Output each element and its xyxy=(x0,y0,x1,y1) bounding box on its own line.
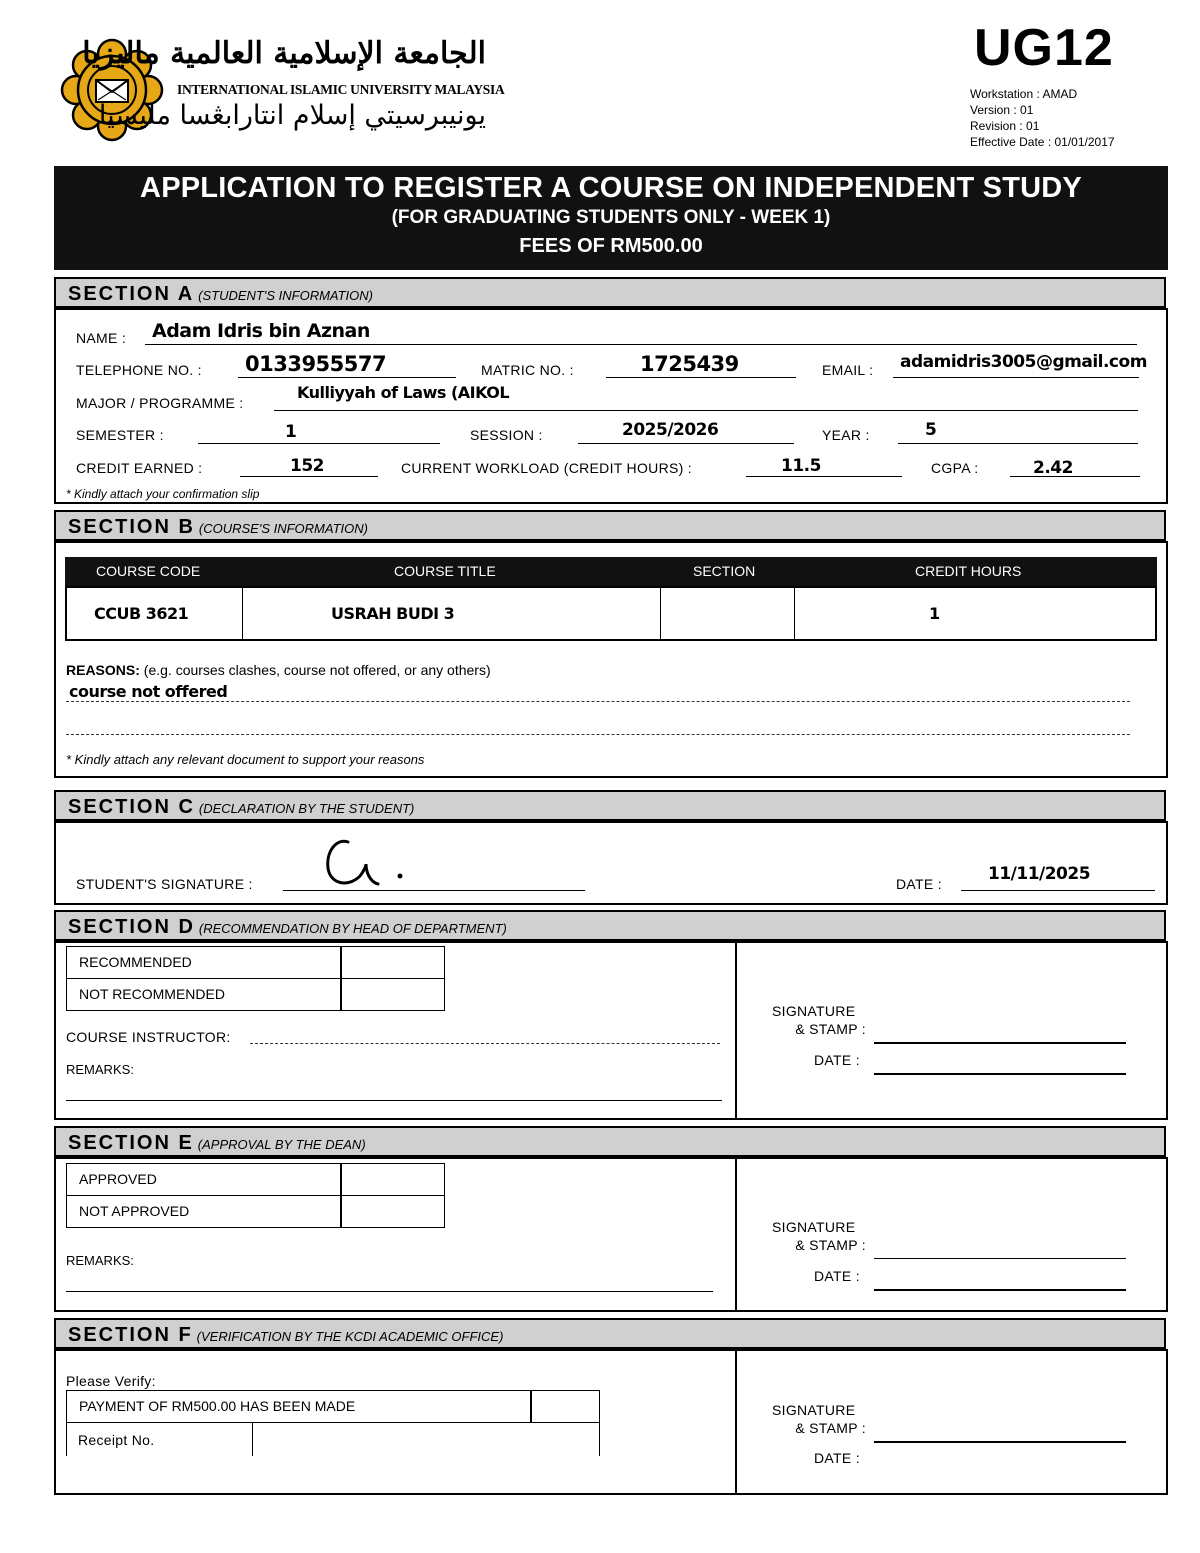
workstation: Workstation : AMAD xyxy=(970,87,1078,101)
semester-field[interactable]: 1 xyxy=(285,422,297,442)
section-a-note: * Kindly attach your confirmation slip xyxy=(66,487,260,501)
workload-field[interactable]: 11.5 xyxy=(781,456,821,476)
section-c-header xyxy=(54,790,1166,821)
payment-label: PAYMENT OF RM500.00 HAS BEEN MADE xyxy=(79,1398,356,1414)
section-d-title: SECTION D xyxy=(68,916,195,938)
col-course-code: COURSE CODE xyxy=(96,563,201,579)
not-approved-label: NOT APPROVED xyxy=(79,1203,190,1219)
credit-hours-cell[interactable]: 1 xyxy=(929,604,940,623)
course-title-cell[interactable]: USRAH BUDI 3 xyxy=(331,604,455,623)
section-e-signature-label xyxy=(772,1218,866,1254)
section-f-title: SECTION F xyxy=(68,1324,193,1346)
reasons-hint: (e.g. courses clashes, course not offered, or any others) xyxy=(143,662,491,678)
matric-label: MATRIC NO. : xyxy=(481,362,574,378)
form-code: UG12 xyxy=(974,19,1114,77)
student-date-field[interactable]: 11/11/2025 xyxy=(988,864,1091,884)
credit-earned-label: CREDIT EARNED : xyxy=(76,460,203,476)
section-f-header xyxy=(54,1318,1166,1349)
university-name-arabic: الجامعة الإسلامية العالمية ماليزيا xyxy=(82,36,486,71)
form-meta xyxy=(970,86,1115,150)
student-signature-label: STUDENT'S SIGNATURE : xyxy=(76,876,253,892)
course-table-row xyxy=(65,586,1157,641)
section-c-desc: (DECLARATION BY THE STUDENT) xyxy=(198,801,415,816)
workload-label: CURRENT WORKLOAD (CREDIT HOURS) : xyxy=(401,460,692,476)
receipt-label: Receipt No. xyxy=(78,1432,155,1448)
section-d-header xyxy=(54,910,1166,941)
section-f-signature-field[interactable] xyxy=(874,1441,1126,1443)
semester-label: SEMESTER : xyxy=(76,427,164,443)
section-e-signature-label-2: & STAMP : xyxy=(795,1237,866,1253)
section-f-desc: (VERIFICATION BY THE KCDI ACADEMIC OFFICE) xyxy=(196,1329,504,1344)
approved-option xyxy=(66,1163,342,1196)
section-d-date-field[interactable] xyxy=(874,1073,1126,1075)
section-e-remarks-label: REMARKS: xyxy=(66,1253,134,1268)
section-d-signature-label-2: & STAMP : xyxy=(795,1021,866,1037)
cgpa-label: CGPA : xyxy=(931,460,979,476)
not-recommended-label: NOT RECOMMENDED xyxy=(79,986,225,1002)
major-field[interactable]: Kulliyyah of Laws (AIKOL xyxy=(297,383,510,402)
section-e-header xyxy=(54,1126,1166,1157)
effective-date: Effective Date : 01/01/2017 xyxy=(970,135,1115,149)
section-e-desc: (APPROVAL BY THE DEAN) xyxy=(197,1137,366,1152)
section-e-signature-label-1: SIGNATURE xyxy=(772,1219,856,1235)
section-e-signature-field[interactable] xyxy=(874,1258,1126,1259)
student-date-label: DATE : xyxy=(896,876,942,892)
version: Version : 01 xyxy=(970,103,1034,117)
section-e-date-field[interactable] xyxy=(874,1289,1126,1291)
course-code-cell[interactable]: CCUB 3621 xyxy=(94,604,189,623)
session-label: SESSION : xyxy=(470,427,543,443)
course-instructor-field[interactable] xyxy=(250,1043,720,1044)
course-table-header xyxy=(65,557,1157,586)
receipt-field[interactable] xyxy=(254,1423,598,1455)
section-f-signature-label-1: SIGNATURE xyxy=(772,1402,856,1418)
university-name-jawi: يونيبرسيتي إسلام انتارابڠسا مليسيا xyxy=(98,100,486,131)
section-b-desc: (COURSE'S INFORMATION) xyxy=(198,521,368,536)
recommended-checkbox[interactable] xyxy=(340,946,445,979)
course-instructor-label: COURSE INSTRUCTOR: xyxy=(66,1029,231,1045)
payment-checkbox[interactable] xyxy=(530,1390,600,1423)
section-f-signature-label xyxy=(772,1401,866,1437)
form-fees: FEES OF RM500.00 xyxy=(519,235,703,257)
not-recommended-checkbox[interactable] xyxy=(340,978,445,1011)
reasons-label: REASONS: xyxy=(66,662,140,678)
section-c-body xyxy=(54,821,1168,905)
section-b-title: SECTION B xyxy=(68,516,195,538)
revision: Revision : 01 xyxy=(970,119,1040,133)
recommended-label: RECOMMENDED xyxy=(79,954,192,970)
matric-field[interactable]: 1725439 xyxy=(640,352,739,376)
telephone-label: TELEPHONE NO. : xyxy=(76,362,202,378)
credit-earned-field[interactable]: 152 xyxy=(290,456,324,476)
not-approved-option xyxy=(66,1195,342,1228)
telephone-field[interactable]: 0133955577 xyxy=(245,352,387,376)
recommended-option xyxy=(66,946,342,979)
section-d-date-label: DATE : xyxy=(814,1052,860,1068)
section-b-header xyxy=(54,510,1166,541)
section-c-title: SECTION C xyxy=(68,796,195,818)
section-a-header xyxy=(54,277,1166,308)
section-f-signature-label-2: & STAMP : xyxy=(795,1420,866,1436)
section-d-remarks-label: REMARKS: xyxy=(66,1062,134,1077)
form-subtitle: (FOR GRADUATING STUDENTS ONLY - WEEK 1) xyxy=(391,207,831,228)
section-a-desc: (STUDENT'S INFORMATION) xyxy=(198,288,373,303)
name-label: NAME : xyxy=(76,330,127,346)
name-field[interactable]: Adam Idris bin Aznan xyxy=(152,320,370,342)
section-d-desc: (RECOMMENDATION BY HEAD OF DEPARTMENT) xyxy=(198,921,507,936)
section-e-title: SECTION E xyxy=(68,1132,194,1154)
section-d-remarks-field[interactable] xyxy=(66,1100,722,1101)
session-field[interactable]: 2025/2026 xyxy=(622,420,719,440)
col-credit-hours: CREDIT HOURS xyxy=(915,563,1022,579)
section-b-note: * Kindly attach any relevant document to support your reasons xyxy=(66,752,425,767)
cgpa-field[interactable]: 2.42 xyxy=(1033,458,1073,478)
please-verify-label: Please Verify: xyxy=(66,1373,156,1389)
student-signature xyxy=(318,834,418,890)
section-f-date-label: DATE : xyxy=(814,1450,860,1466)
not-approved-checkbox[interactable] xyxy=(340,1195,445,1228)
year-label: YEAR : xyxy=(822,427,870,443)
year-field[interactable]: 5 xyxy=(925,420,937,440)
form-title: APPLICATION TO REGISTER A COURSE ON INDEPENDENT STUDY xyxy=(140,172,1082,204)
section-d-signature-field[interactable] xyxy=(874,1042,1126,1044)
email-label: EMAIL : xyxy=(822,362,874,378)
section-e-remarks-field[interactable] xyxy=(66,1291,713,1292)
not-recommended-option xyxy=(66,978,342,1011)
col-course-title: COURSE TITLE xyxy=(394,563,496,579)
email-field[interactable]: adamidris3005@gmail.com xyxy=(900,352,1147,372)
payment-option xyxy=(66,1390,532,1423)
approved-label: APPROVED xyxy=(79,1171,157,1187)
major-label: MAJOR / PROGRAMME : xyxy=(76,395,244,411)
handwritten-signature-icon xyxy=(318,834,418,890)
section-d-signature-label xyxy=(772,1002,866,1038)
col-section: SECTION xyxy=(693,563,756,579)
approved-checkbox[interactable] xyxy=(340,1163,445,1196)
title-banner xyxy=(54,166,1168,270)
university-name-english: INTERNATIONAL ISLAMIC UNIVERSITY MALAYSIA xyxy=(177,82,505,97)
section-d-signature-label-1: SIGNATURE xyxy=(772,1003,856,1019)
section-a-title: SECTION A xyxy=(68,283,195,305)
section-e-date-label: DATE : xyxy=(814,1268,860,1284)
reasons-label-line xyxy=(66,662,491,678)
reasons-field[interactable]: course not offered xyxy=(69,682,228,701)
